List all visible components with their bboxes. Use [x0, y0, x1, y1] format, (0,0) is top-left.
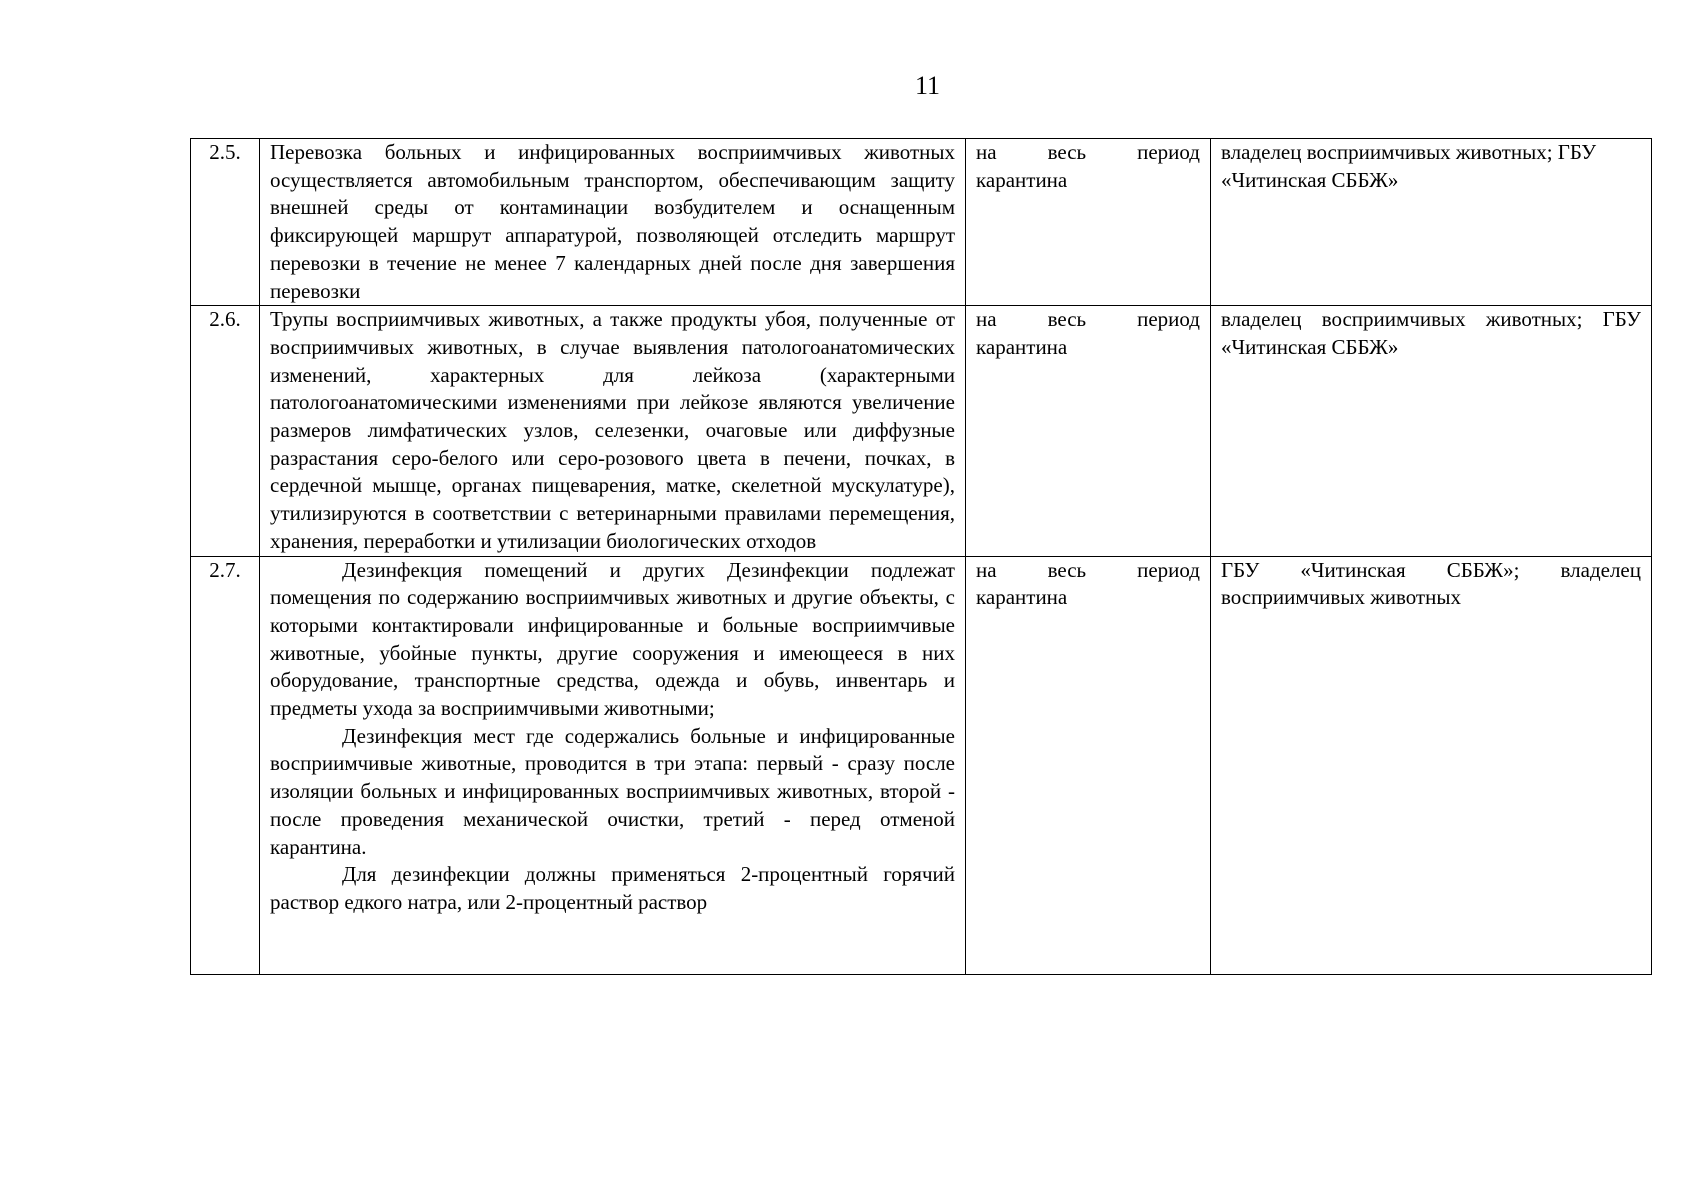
table-row	[191, 139, 1652, 306]
period-text: на весь период карантина	[966, 139, 1211, 306]
period-text: на весь период карантина	[966, 306, 1211, 556]
table-row	[191, 556, 1652, 974]
period-text: на весь период карантина	[966, 556, 1211, 974]
responsible-text: владелец восприимчивых животных; ГБУ «Читинская СББЖ»	[1211, 306, 1652, 556]
measure-cell	[260, 556, 966, 974]
row-number: 2.5.	[191, 139, 260, 306]
page-number: 11	[914, 71, 941, 100]
measure-text: Трупы восприимчивых животных, а также продукты убоя, полученные от восприимчивых животных, в случае выявления патологоанатомических изменений, характерных для лейкоза (характерными патологоанатомическими изменениями при лейкозе являются увеличение размеров лимфатических узлов, селезенки, очаговые или диффузные разрастания серо-белого или серо-розового цвета в печени, почках, в сердечной мышце, органах пищеварения, матке, скелетной мускулатуре), утилизируются в соответствии с ветеринарными правилами перемещения, хранения, переработки и утилизации биологических отходов	[260, 306, 966, 556]
measures-table	[190, 138, 1652, 975]
measure-paragraph: Для дезинфекции должны применяться 2-процентный горячий раствор едкого натра, или 2-процентный раствор	[270, 862, 955, 914]
responsible-text: владелец восприимчивых животных; ГБУ «Читинская СББЖ»	[1211, 139, 1652, 306]
row-number: 2.7.	[191, 556, 260, 974]
measure-paragraph: Дезинфекция мест где содержались больные и инфицированные восприимчивые животные, проводится в три этапа: первый - сразу после изоляции больных и инфицированных восприимчивых животных, второй - после проведения механической очистки, третий - перед отменой карантина.	[270, 723, 955, 859]
measure-paragraph: Дезинфекция помещений и других Дезинфекции подлежат помещения по содержанию восприимчивых животных и другие объекты, с которыми контактировали инфицированные и больные восприимчивые животные, убойные пункты, другие сооружения и имеющееся в них оборудование, транспортные средства, одежда и обувь, инвентарь и предметы ухода за восприимчивыми животными;	[270, 557, 955, 721]
row-number: 2.6.	[191, 306, 260, 556]
measure-text: Перевозка больных и инфицированных восприимчивых животных осуществляется автомобильным транспортом, обеспечивающим защиту внешней среды от контаминации возбудителем и оснащенным фиксирующей маршрут аппаратурой, позволяющей отследить маршрут перевозки в течение не менее 7 календарных дней после дня завершения перевозки	[260, 139, 966, 306]
responsible-text: ГБУ «Читинская СББЖ»; владелец восприимчивых животных	[1211, 556, 1652, 974]
table-row	[191, 306, 1652, 556]
